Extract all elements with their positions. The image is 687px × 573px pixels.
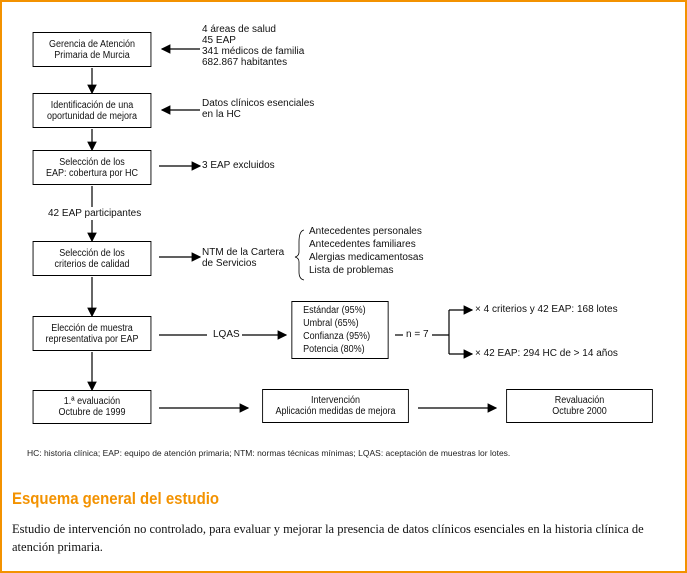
label-datos: Datos clínicos esenciales en la HC <box>202 98 315 120</box>
figure-description: Estudio de intervención no controlado, para evaluar y mejorar la presencia de datos clínicos esenciales en la historia clínica de atención primaria. <box>12 522 644 554</box>
label-lqas: LQAS <box>213 329 240 340</box>
label-criterios: Antecedentes personales Antecedentes familiares Alergias medicamentosas Lista de problemas <box>309 226 424 276</box>
label-excluidos: 3 EAP excluidos <box>202 160 275 171</box>
label-participantes: 42 EAP participantes <box>48 208 142 219</box>
label-hc: × 42 EAP: 294 HC de > 14 años <box>475 348 618 359</box>
label-lotes: × 4 criterios y 42 EAP: 168 lotes <box>475 304 618 315</box>
box-eleccion-muestra: Elección de muestra representativa por EAP <box>33 316 152 351</box>
connectors <box>2 2 685 442</box>
label-n: n = 7 <box>406 329 429 340</box>
figure-title: Esquema general del estudio <box>12 489 220 508</box>
box-revaluacion: Revaluación Octubre 2000 <box>506 389 653 423</box>
box-evaluacion: 1.ª evaluación Octubre de 1999 <box>33 390 152 424</box>
box-identificacion: Identificación de una oportunidad de mejora <box>33 93 152 128</box>
box-parametros: Estándar (95%) Umbral (65%) Confianza (95%) Potencia (80%) <box>291 301 388 359</box>
label-poblacion: 4 áreas de salud 45 EAP 341 médicos de familia 682.867 habitantes <box>202 24 305 68</box>
box-seleccion-eap: Selección de los EAP: cobertura por HC <box>33 150 152 185</box>
brace <box>295 230 304 280</box>
box-gerencia: Gerencia de Atención Primaria de Murcia <box>33 32 152 67</box>
label-ntm: NTM de la Cartera de Servicios <box>202 247 285 269</box>
footnote: HC: historia clínica; EAP: equipo de atención primaria; NTM: normas técnicas mínimas; LQAS: aceptación de muestras lor lotes. <box>27 448 511 458</box>
box-seleccion-criterios: Selección de los criterios de calidad <box>33 241 152 276</box>
box-intervencion: Intervención Aplicación medidas de mejora <box>262 389 409 423</box>
